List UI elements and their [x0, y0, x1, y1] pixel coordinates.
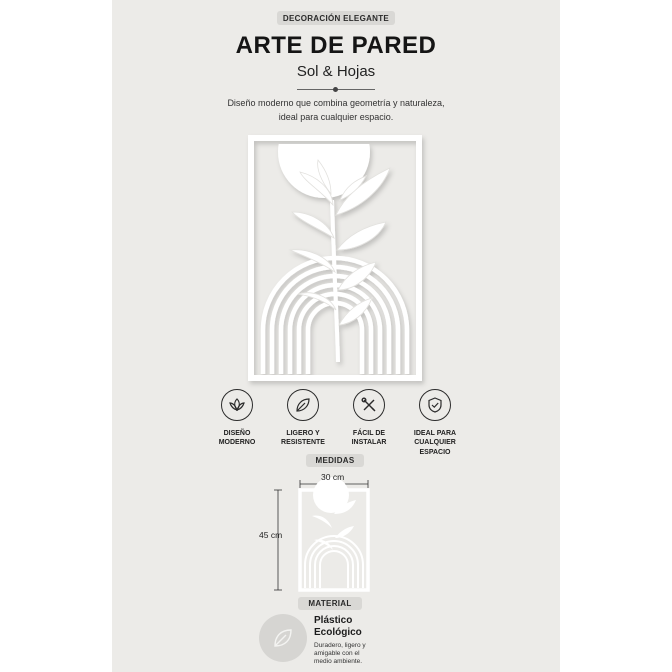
- feature-label-4c: ESPACIO: [419, 448, 451, 456]
- feature-label-2a: LIGERO Y: [286, 430, 320, 437]
- material-name-line-1: Plástico: [314, 615, 353, 626]
- measures-tag: MEDIDAS: [306, 454, 364, 467]
- product-title: ARTE DE PARED: [235, 32, 437, 59]
- eco-leaf-icon: [259, 614, 307, 662]
- material-name-line-2: Ecológico: [314, 627, 362, 638]
- material-desc-line-3: medio ambiente.: [314, 658, 363, 666]
- material-desc-line-2: amigable con el: [314, 650, 360, 658]
- feature-label-3a: FÁCIL DE: [352, 430, 386, 437]
- description-line-1: Diseño moderno que combina geometría y naturaleza,: [227, 98, 445, 108]
- feature-label-4a: IDEAL PARA: [413, 430, 457, 437]
- feature-label-3b: INSTALAR: [351, 439, 387, 447]
- height-label: 45 cm: [259, 530, 283, 540]
- category-tag: DECORACIÓN ELEGANTE: [277, 11, 395, 25]
- material-desc-line-1: Duradero, ligero y: [314, 642, 366, 649]
- description-line-2: ideal para cualquier espacio.: [278, 112, 394, 122]
- material-description: [314, 642, 394, 666]
- width-label: 30 cm: [321, 472, 345, 482]
- feature-label-2b: RESISTENTE: [281, 439, 325, 447]
- product-subtitle: Sol & Hojas: [296, 63, 376, 80]
- feature-label-1a: DISEÑO: [223, 430, 251, 437]
- feature-label-1b: MODERNO: [218, 439, 256, 447]
- material-tag: MATERIAL: [298, 597, 362, 610]
- feature-label-4b: CUALQUIER: [414, 439, 456, 447]
- material-name: [314, 615, 362, 639]
